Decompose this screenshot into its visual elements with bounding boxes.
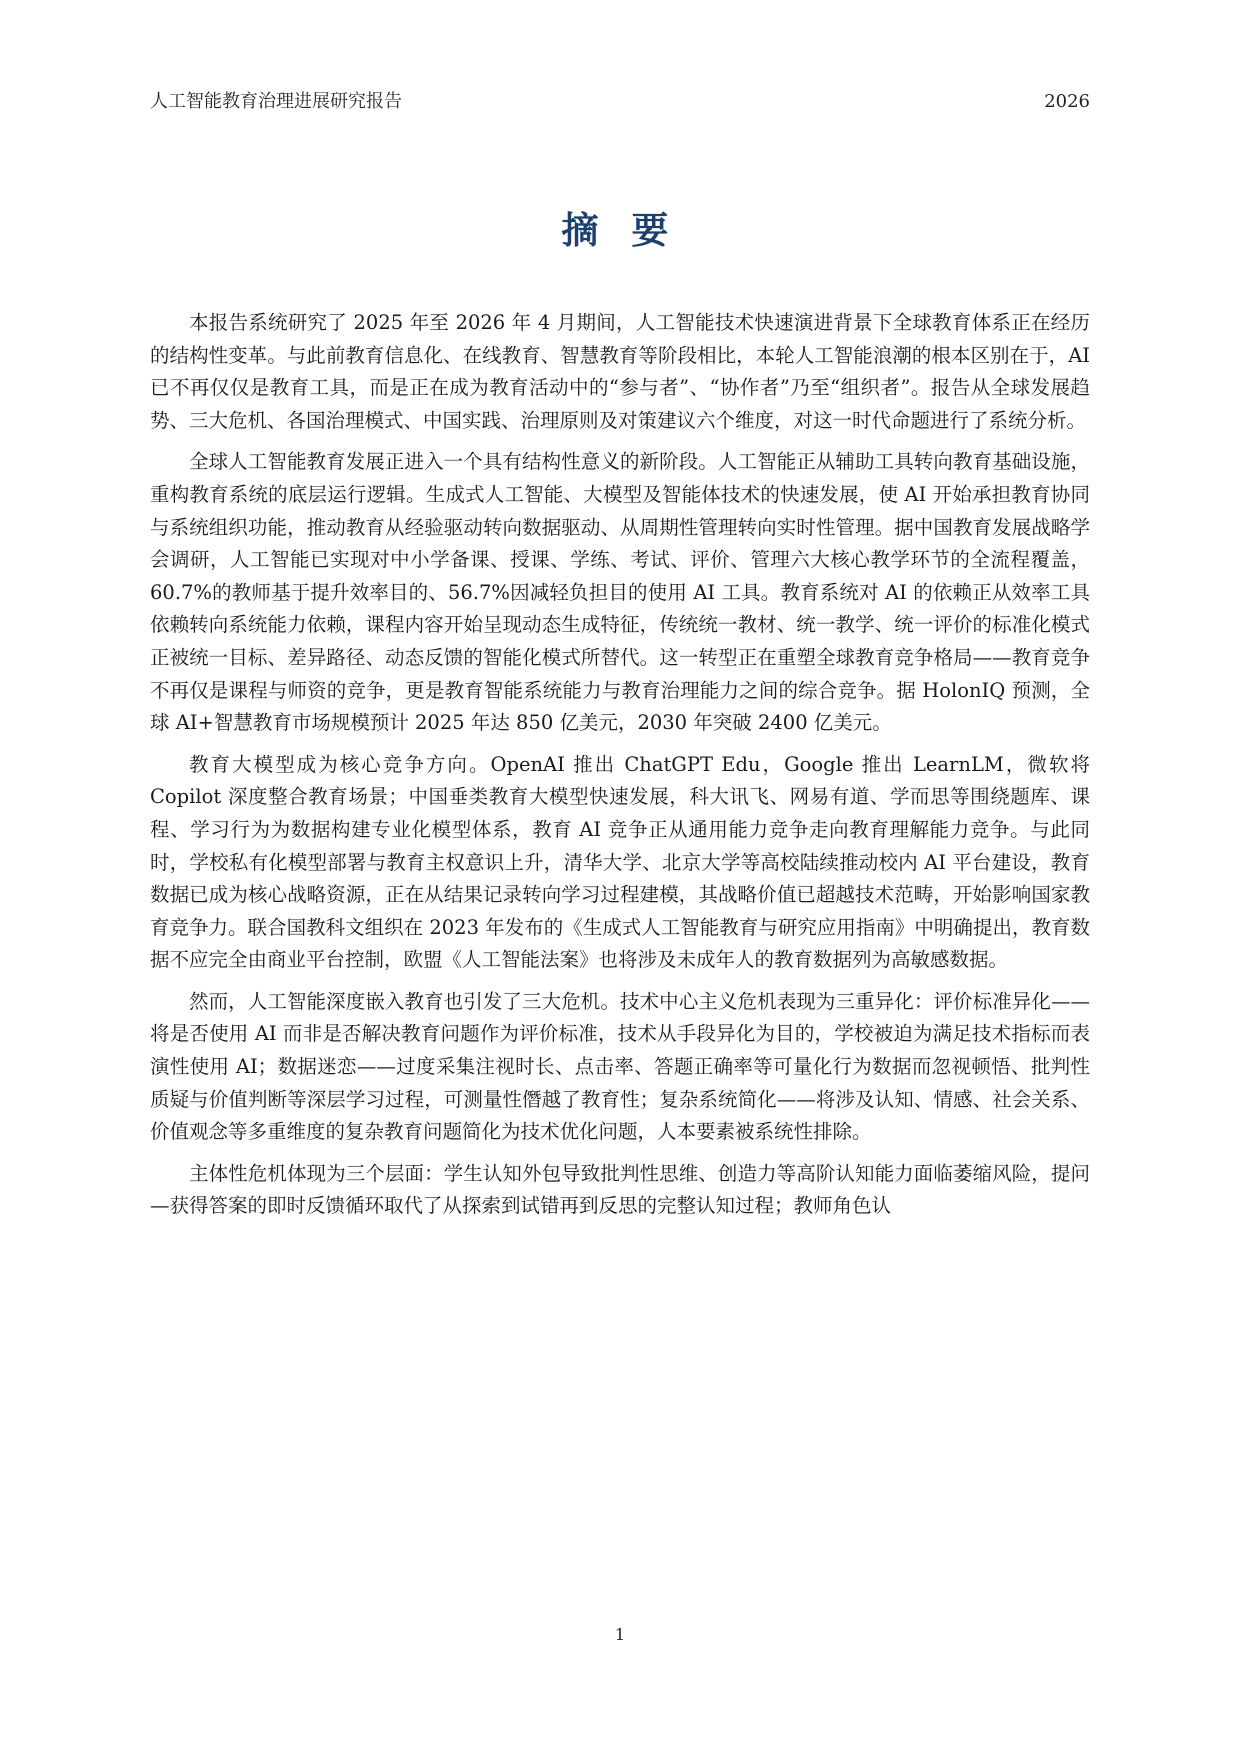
abstract-body <box>150 307 1090 1232</box>
report-title: 人工智能教育治理进展研究报告 <box>150 91 402 112</box>
abstract-title: 摘 要 <box>561 208 679 252</box>
paragraph: 然而，人工智能深度嵌入教育也引发了三大危机。技术中心主义危机表现为三重异化：评价标准异化——将是否使用 AI 而非是否解决教育问题作为评价标准，技术从手段异化为目的，学校被迫为满足技术指标而表演性使用 AI；数据迷恋——过度采集注视时长、点击率、答题正确率等可量化行为数据而忽视顿悟、批判性质疑与价值判断等深层学习过程，可测量性僭越了教育性；复杂系统简化——将涉及认知、情感、社会关系、价值观念等多重维度的复杂教育问题简化为技术优化问题，人本要素被系统性排除。 <box>150 989 1090 1144</box>
report-year: 2026 <box>1044 91 1090 112</box>
running-header <box>150 90 1090 114</box>
page-number: 1 <box>614 1625 626 1644</box>
paragraph: 教育大模型成为核心竞争方向。OpenAI 推出 ChatGPT Edu，Google 推出 LearnLM，微软将 Copilot 深度整合教育场景；中国垂类教育大模型快速发展，科大讯飞、网易有道、学而思等围绕题库、课程、学习行为为数据构建专业化模型体系，教育 AI 竞争正从通用能力竞争走向教育理解能力竞争。与此同时，学校私有化模型部署与教育主权意识上升，清华大学、北京大学等高校陆续推动校内 AI 平台建设，教育数据已成为核心战略资源，正在从结果记录转向学习过程建模，其战略价值已超越技术范畴，开始影响国家教育竞争力。联合国教科文组织在 2023 年发布的《生成式人工智能教育与研究应用指南》中明确提出，教育数据不应完全由商业平台控制，欧盟《人工智能法案》也将涉及未成年人的教育数据列为高敏感数据。 <box>150 752 1090 972</box>
paragraph: 全球人工智能教育发展正进入一个具有结构性意义的新阶段。人工智能正从辅助工具转向教育基础设施，重构教育系统的底层运行逻辑。生成式人工智能、大模型及智能体技术的快速发展，使 AI 开始承担教育协同与系统组织功能，推动教育从经验驱动转向数据驱动、从周期性管理转向实时性管理。据中国教育发展战略学会调研，人工智能已实现对中小学备课、授课、学练、考试、评价、管理六大核心教学环节的全流程覆盖，60.7%的教师基于提升效率目的、56.7%因减轻负担目的使用 AI 工具。教育系统对 AI 的依赖正从效率工具依赖转向系统能力依赖，课程内容开始呈现动态生成特征，传统统一教材、统一教学、统一评价的标准化模式正被统一目标、差异路径、动态反馈的智能化模式所替代。这一转型正在重塑全球教育竞争格局——教育竞争不再仅是课程与师资的竞争，更是教育智能系统能力与教育治理能力之间的综合竞争。据 HolonIQ 预测，全球 AI+智慧教育市场规模预计 2025 年达 850 亿美元，2030 年突破 2400 亿美元。 <box>150 450 1090 735</box>
paragraph: 主体性危机体现为三个层面：学生认知外包导致批判性思维、创造力等高阶认知能力面临萎缩风险，提问—获得答案的即时反馈循环取代了从探索到试错再到反思的完整认知过程；教师角色认 <box>150 1161 1090 1218</box>
paragraph: 本报告系统研究了 2025 年至 2026 年 4 月期间，人工智能技术快速演进背景下全球教育体系正在经历的结构性变革。与此前教育信息化、在线教育、智慧教育等阶段相比，本轮人工智能浪潮的根本区别在于，AI 已不再仅仅是教育工具，而是正在成为教育活动中的“参与者”、“协作者”乃至“组织者”。报告从全球发展趋势、三大危机、各国治理模式、中国实践、治理原则及对策建议六个维度，对这一时代命题进行了系统分析。 <box>150 311 1090 432</box>
